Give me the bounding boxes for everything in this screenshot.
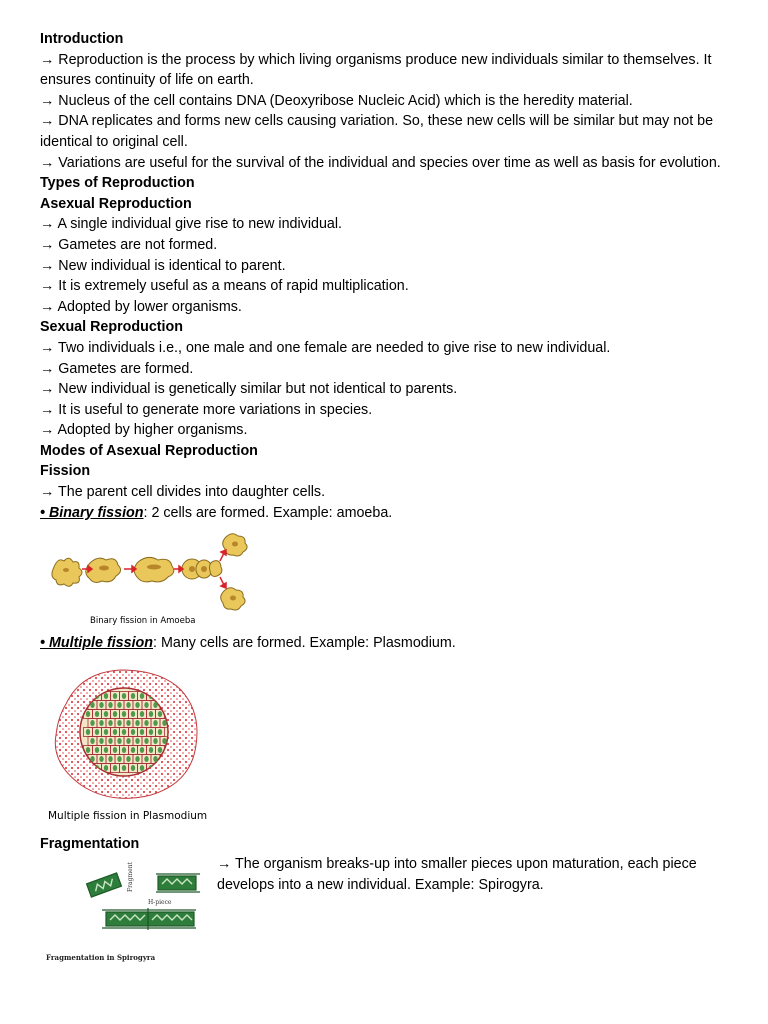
plasmodium-daughter-cell [149,711,153,717]
fission-heading: Fission [40,463,91,480]
sexual-point: → Gametes are formed. [40,360,194,377]
plasmodium-daughter-cell [140,747,144,753]
plasmodium-daughter-cell [117,702,121,708]
asexual-point: → New individual is identical to parent. [40,257,286,274]
intro-paragraph: → DNA replicates and forms new cells causing variation. So, these new cells will be similar but may not be identical to original cell. [40,113,714,150]
plasmodium-daughter-cell [153,720,157,726]
plasmodium-daughter-cell [113,765,117,771]
multiple-fission-description: : Many cells are formed. Example: Plasmodium. [153,635,456,652]
amoeba-illustration [46,529,261,627]
plasmodium-illustration [46,664,216,824]
binary-fission-line [40,503,740,524]
plasmodium-daughter-cell [122,711,126,717]
asexual-point: → A single individual give rise to new individual. [40,216,342,233]
plasmodium-daughter-cell [126,702,130,708]
plasmodium-daughter-cell [108,756,112,762]
plasmodium-daughter-cell [104,765,108,771]
asexual-point: → It is extremely useful as a means of rapid multiplication. [40,278,409,295]
plasmodium-daughter-cell [131,711,135,717]
amoeba-cell [134,558,174,582]
asexual-point: → Adopted by lower organisms. [40,298,242,315]
fragmentation-description: → The organism breaks-up into smaller pieces upon maturation, each piece develops into a new individual. Example: Spirogyra. [217,856,697,894]
fission-point: → The parent cell divides into daughter cells. [40,484,326,501]
plasmodium-daughter-cell [99,738,103,744]
fragmentation-section [40,854,740,969]
plasmodium-daughter-cell [99,702,103,708]
plasmodium-daughter-cell [162,720,166,726]
modes-heading: Modes of Asexual Reproduction [40,442,258,459]
plasmodium-daughter-cell [135,702,139,708]
asexual-point: → Gametes are not formed. [40,236,218,253]
sexual-point: → Adopted by higher organisms. [40,422,248,439]
sexual-point: → It is useful to generate more variations in species. [40,401,373,418]
plasmodium-daughter-cell [95,711,99,717]
plasmodium-daughter-cell [140,693,144,699]
plasmodium-daughter-cell [86,729,90,735]
plasmodium-daughter-cell [144,702,148,708]
binary-fission-term: • Binary fission [40,504,144,521]
plasmodium-daughter-cell [158,747,162,753]
plasmodium-daughter-cell [99,756,103,762]
types-heading: Types of Reproduction [40,175,195,192]
binary-fission-caption: Binary fission in Amoeba [90,616,196,627]
spirogyra-illustration [40,854,205,966]
plasmodium-daughter-cell [113,711,117,717]
fragmentation-heading: Fragmentation [40,835,140,852]
sexual-point: → Two individuals i.e., one male and one female are needed to give rise to new individual. [40,339,611,356]
intro-paragraph: → Variations are useful for the survival of the individual and species over time as well as basis for evolution. [40,154,721,171]
plasmodium-daughter-cell [144,720,148,726]
multiple-fission-line [40,633,740,654]
plasmodium-daughter-cell [153,738,157,744]
plasmodium-daughter-cell [140,711,144,717]
plasmodium-daughter-cell [86,711,90,717]
plasmodium-daughter-cell [122,729,126,735]
plasmodium-daughter-cell [95,729,99,735]
plasmodium-daughter-cell [122,765,126,771]
plasmodium-daughter-cell [126,756,130,762]
plasmodium-daughter-cell [86,747,90,753]
h-piece-label: H-piece [148,899,172,907]
multiple-fission-term: • Multiple fission [40,635,154,652]
intro-paragraph: → Nucleus of the cell contains DNA (Deoxyribose Nucleic Acid) which is the heredity material. [40,92,633,109]
plasmodium-daughter-cell [108,720,112,726]
arrow-icon [221,550,226,555]
plasmodium-daughter-cell [126,738,130,744]
plasmodium-daughter-cell [113,747,117,753]
plasmodium-daughter-cell [95,747,99,753]
plasmodium-daughter-cell [117,738,121,744]
plasmodium-daughter-cell [135,738,139,744]
plasmodium-daughter-cell [131,693,135,699]
plasmodium-daughter-cell [104,729,108,735]
multiple-fission-figure [46,664,216,824]
plasmodium-daughter-cell [135,756,139,762]
plasmodium-daughter-cell [90,720,94,726]
plasmodium-daughter-cell [140,765,144,771]
plasmodium-daughter-cell [108,738,112,744]
fragmentation-figure [40,854,205,966]
plasmodium-daughter-cell [90,738,94,744]
binary-fission-figure [46,529,261,627]
asexual-heading: Asexual Reproduction [40,195,192,212]
sexual-heading: Sexual Reproduction [40,319,183,336]
plasmodium-daughter-cell [108,702,112,708]
plasmodium-daughter-cell [131,765,135,771]
plasmodium-daughter-cell [117,720,121,726]
plasmodium-daughter-cell [149,729,153,735]
plasmodium-daughter-cell [144,756,148,762]
intro-heading: Introduction [40,31,124,47]
plasmodium-daughter-cell [113,693,117,699]
multiple-fission-caption: Multiple fission in Plasmodium [48,809,208,822]
plasmodium-daughter-cell [158,711,162,717]
plasmodium-daughter-cell [117,756,121,762]
plasmodium-daughter-cell [131,747,135,753]
intro-paragraph: → Reproduction is the process by which living organisms produce new individuals similar to themselves. It ensures continuity of life on earth. [40,51,712,89]
plasmodium-daughter-cell [113,729,117,735]
plasmodium-daughter-cell [162,738,166,744]
plasmodium-daughter-cell [122,693,126,699]
plasmodium-daughter-cell [131,729,135,735]
fragment-label: Fragment [127,862,134,893]
plasmodium-daughter-cell [104,747,108,753]
sexual-point: → New individual is genetically similar but not identical to parents. [40,381,458,398]
plasmodium-daughter-cell [140,729,144,735]
plasmodium-daughter-cell [104,693,108,699]
plasmodium-daughter-cell [144,738,148,744]
binary-fission-description: : 2 cells are formed. Example: amoeba. [143,504,393,521]
plasmodium-daughter-cell [122,747,126,753]
plasmodium-daughter-cell [158,729,162,735]
fragmentation-caption: Fragmentation in Spirogyra [46,953,156,963]
amoeba-cell [52,558,82,586]
plasmodium-daughter-cell [104,711,108,717]
plasmodium-daughter-cell [126,720,130,726]
plasmodium-daughter-cell [99,720,103,726]
arrow-icon [221,583,226,588]
plasmodium-daughter-cell [149,747,153,753]
document-body [40,29,740,969]
amoeba-cell [210,561,222,577]
plasmodium-daughter-cell [135,720,139,726]
